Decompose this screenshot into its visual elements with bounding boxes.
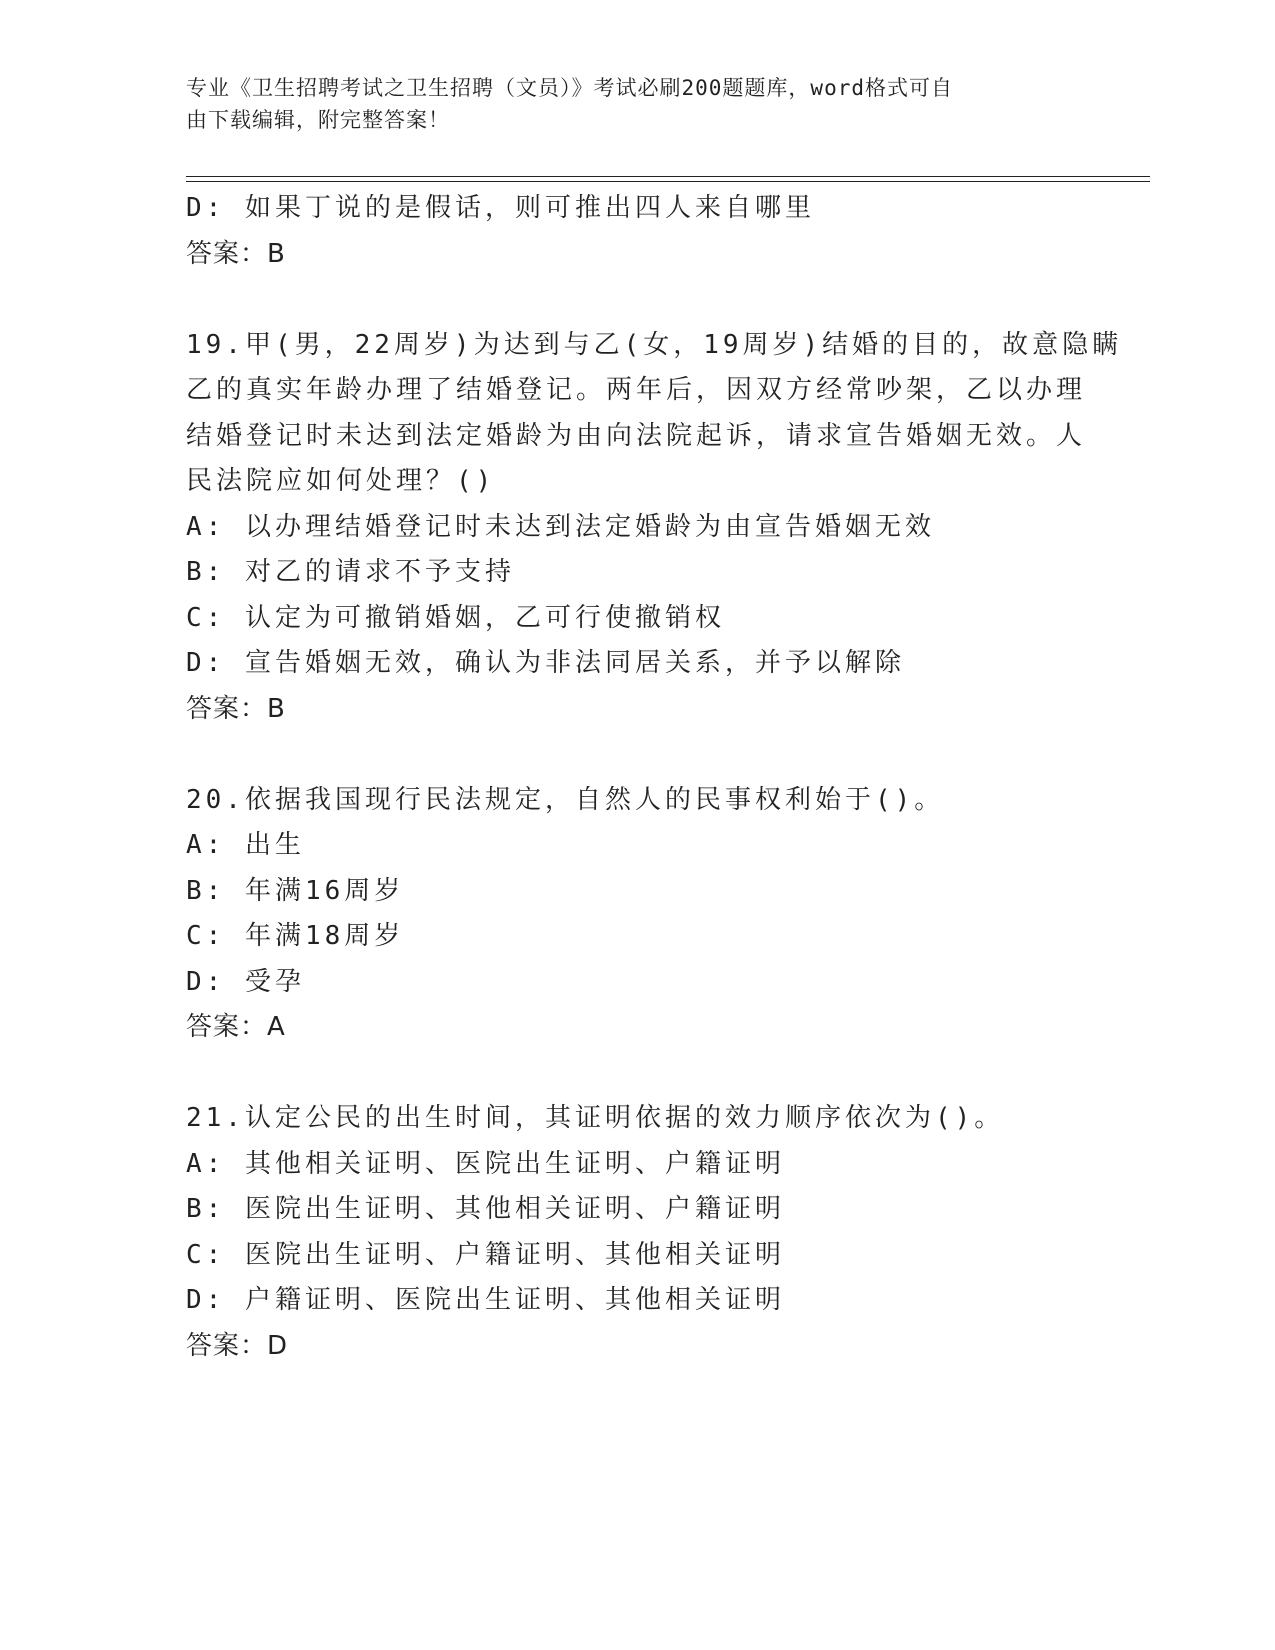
- option-d: D: 宣告婚姻无效，确认为非法同居关系，并予以解除: [186, 648, 905, 678]
- answer-line: 答案：D: [186, 1330, 289, 1361]
- option-c: C: 年满18周岁: [186, 921, 405, 951]
- option-a: A: 其他相关证明、医院出生证明、户籍证明: [186, 1148, 785, 1179]
- answer-line: 答案：B: [186, 693, 286, 724]
- spacer: [186, 277, 1086, 323]
- document-body: [186, 186, 1123, 1369]
- answer-line: 答案：A: [186, 1012, 286, 1042]
- spacer: [186, 1051, 1086, 1097]
- document-header: [186, 72, 1066, 136]
- option-c: C: 医院出生证明、户籍证明、其他相关证明: [186, 1239, 785, 1270]
- option-b: B: 年满16周岁: [186, 875, 405, 906]
- question-19: [186, 323, 1123, 733]
- option-d: D: 如果丁说的是假话，则可推出四人来自哪里: [186, 193, 815, 223]
- header-line-2: 由下载编辑，附完整答案！: [186, 108, 450, 132]
- question-text-line: 乙的真实年龄办理了结婚登记。两年后，因双方经常吵架，乙以办理: [186, 375, 1087, 405]
- question-21: [186, 1096, 1086, 1369]
- question-20: [186, 778, 1086, 1051]
- option-b: B: 对乙的请求不予支持: [186, 557, 515, 587]
- question-text-line: 结婚登记时未达到法定婚龄为由向法院起诉，请求宣告婚姻无效。人: [186, 420, 1087, 451]
- question-text-line: 19.甲(男，22周岁)为达到与乙(女，19周岁)结婚的目的，故意隐瞒: [186, 329, 1123, 360]
- answer-line: 答案：B: [186, 238, 286, 269]
- header-divider-bottom: [186, 181, 1150, 182]
- option-c: C: 认定为可撤销婚姻，乙可行使撤销权: [186, 602, 725, 633]
- option-a: A: 以办理结婚登记时未达到法定婚龄为由宣告婚姻无效: [186, 511, 935, 542]
- question-text-line: 20.依据我国现行民法规定，自然人的民事权利始于()。: [186, 784, 945, 815]
- option-d: D: 受孕: [186, 966, 305, 997]
- question-text-line: 民法院应如何处理？(): [186, 466, 496, 496]
- option-b: B: 医院出生证明、其他相关证明、户籍证明: [186, 1194, 785, 1224]
- option-a: A: 出生: [186, 830, 305, 860]
- header-line-1: 专业《卫生招聘考试之卫生招聘（文员）》考试必刷200题题库，word格式可自: [186, 76, 953, 100]
- option-d: D: 户籍证明、医院出生证明、其他相关证明: [186, 1285, 785, 1315]
- question-text-line: 21.认定公民的出生时间，其证明依据的效力顺序依次为()。: [186, 1103, 1005, 1133]
- question-18-tail: [186, 186, 1086, 277]
- header-divider-top: [186, 176, 1150, 177]
- spacer: [186, 732, 1086, 778]
